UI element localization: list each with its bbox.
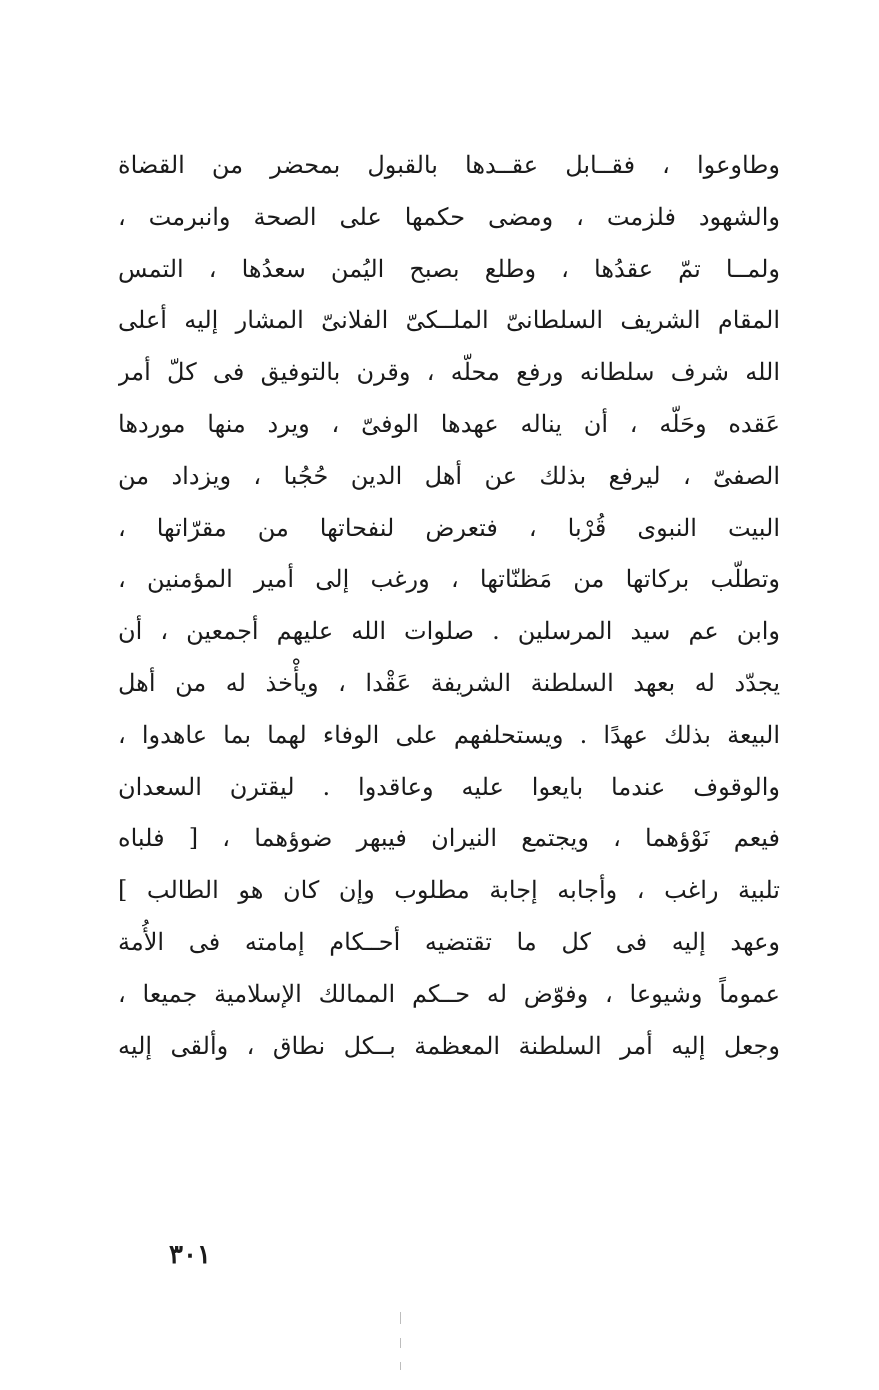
scan-mark [400,1338,401,1348]
scan-mark [400,1312,401,1324]
text-line: البيعة بذلك عهدًا . ويستحلفهم على الوفاء لهما بما عاهدوا ، [118,720,780,749]
text-line: فيعم نَوْؤهما ، ويجتمع النيران فيبهر ضوؤهما ، [ فلباه [118,824,780,853]
text-line: وجعل إليه أمر السلطنة المعظمة بــكل نطاق ، وألقى إليه [118,1031,780,1060]
text-line: الله شرف سلطانه ورفع محلّه ، وقرن بالتوفيق فى كلّ أمر [118,358,780,387]
text-line: تلبية راغب ، وأجابه إجابة مطلوب وإن كان هو الطالب ] [118,876,780,905]
text-line: يجدّد له بعهد السلطنة الشريفة عَقْدا ، ويأْخذ له من أهل [118,668,780,697]
text-line: ولمــا تمّ عقدُها ، وطلع بصبح اليُمن سعدُها ، التمس [118,254,780,283]
page-number: ٣٠١ [169,1240,211,1270]
text-line: عموماً وشيوعا ، وفوّض له حــكم الممالك الإسلامية جميعا ، [118,979,780,1008]
text-line: وطاوعوا ، فقــابل عقــدها بالقبول بمحضر من القضاة [118,151,780,179]
text-line: والشهود فلزمت ، ومضى حكمها على الصحة وانبرمت ، [118,202,780,231]
scan-mark [400,1362,401,1370]
text-line: البيت النبوى قُرْبا ، فتعرض لنفحاتها من مقرّاتها ، [118,513,780,542]
text-line: الصفىّ ، ليرفع بذلك عن أهل الدين حُجُبا ، ويزداد من [118,461,780,490]
body-text [118,140,780,1072]
text-line: عَقده وحَلّه ، أن يناله عهدها الوفىّ ، ويرد منها موردها [118,409,780,438]
text-line: وتطلّب بركاتها من مَظنّاتها ، ورغب إلى أمير المؤمنين ، [118,565,780,594]
text-line: وعهد إليه فى كل ما تقتضيه أحــكام إمامته فى الأُمة [118,927,780,956]
text-line: وابن عم سيد المرسلين . صلوات الله عليهم أجمعين ، أن [118,617,780,646]
text-line: والوقوف عندما بايعوا عليه وعاقدوا . ليقترن السعدان [118,772,780,801]
text-line: المقام الشريف السلطانىّ الملــكىّ الفلانىّ المشار إليه أعلى [118,306,780,335]
